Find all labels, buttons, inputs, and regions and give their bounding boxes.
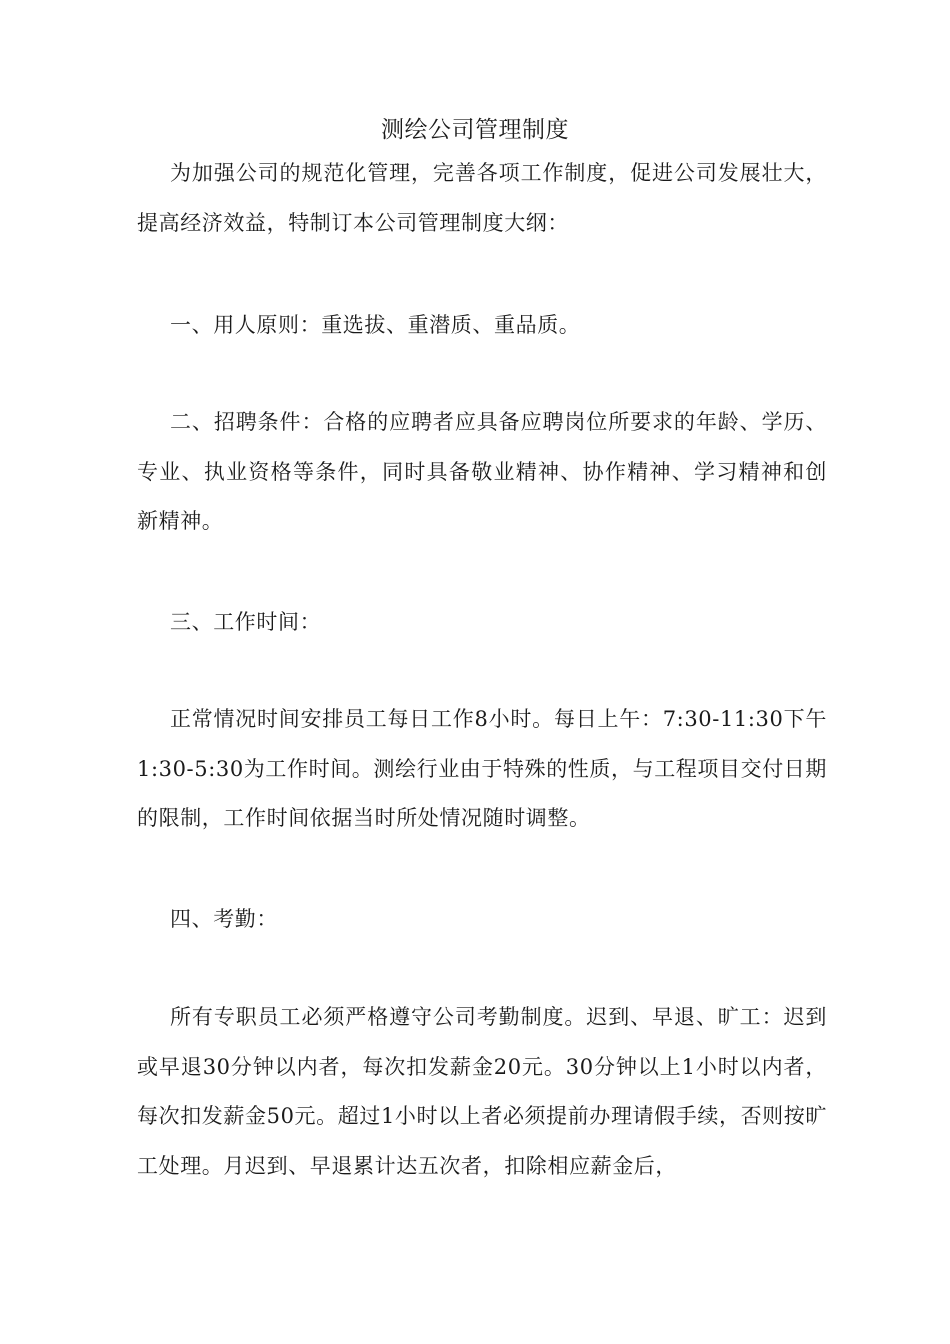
section-three-body: 正常情况时间安排员工每日工作8小时。每日上午：7:30-11:30下午1:30-5:30为工作时间。测绘行业由于特殊的性质，与工程项目交付日期的限制，工作时间依据当时所处情况随时调整。 [137, 707, 828, 830]
section-four-heading: 四、考勤： [170, 907, 278, 931]
document-title: 测绘公司管理制度 [381, 117, 569, 143]
section-four-body: 所有专职员工必须严格遵守公司考勤制度。迟到、早退、旷工：迟到或早退30分钟以内者，每次扣发薪金20元。30分钟以上1小时以内者，每次扣发薪金50元。超过1小时以上者必须提前办理请假手续，否则按旷工处理。月迟到、早退累计达五次者，扣除相应薪金后， [137, 1005, 827, 1178]
intro-paragraph: 为加强公司的规范化管理，完善各项工作制度，促进公司发展壮大，提高经济效益，特制订本公司管理制度大纲： [137, 161, 827, 235]
section-one-paragraph: 一、用人原则：重选拔、重潜质、重品质。 [170, 313, 581, 337]
section-two-paragraph: 二、招聘条件：合格的应聘者应具备应聘岗位所要求的年龄、学历、专业、执业资格等条件，同时具备敬业精神、协作精神、学习精神和创新精神。 [137, 410, 827, 533]
section-three-heading: 三、工作时间： [170, 610, 322, 634]
